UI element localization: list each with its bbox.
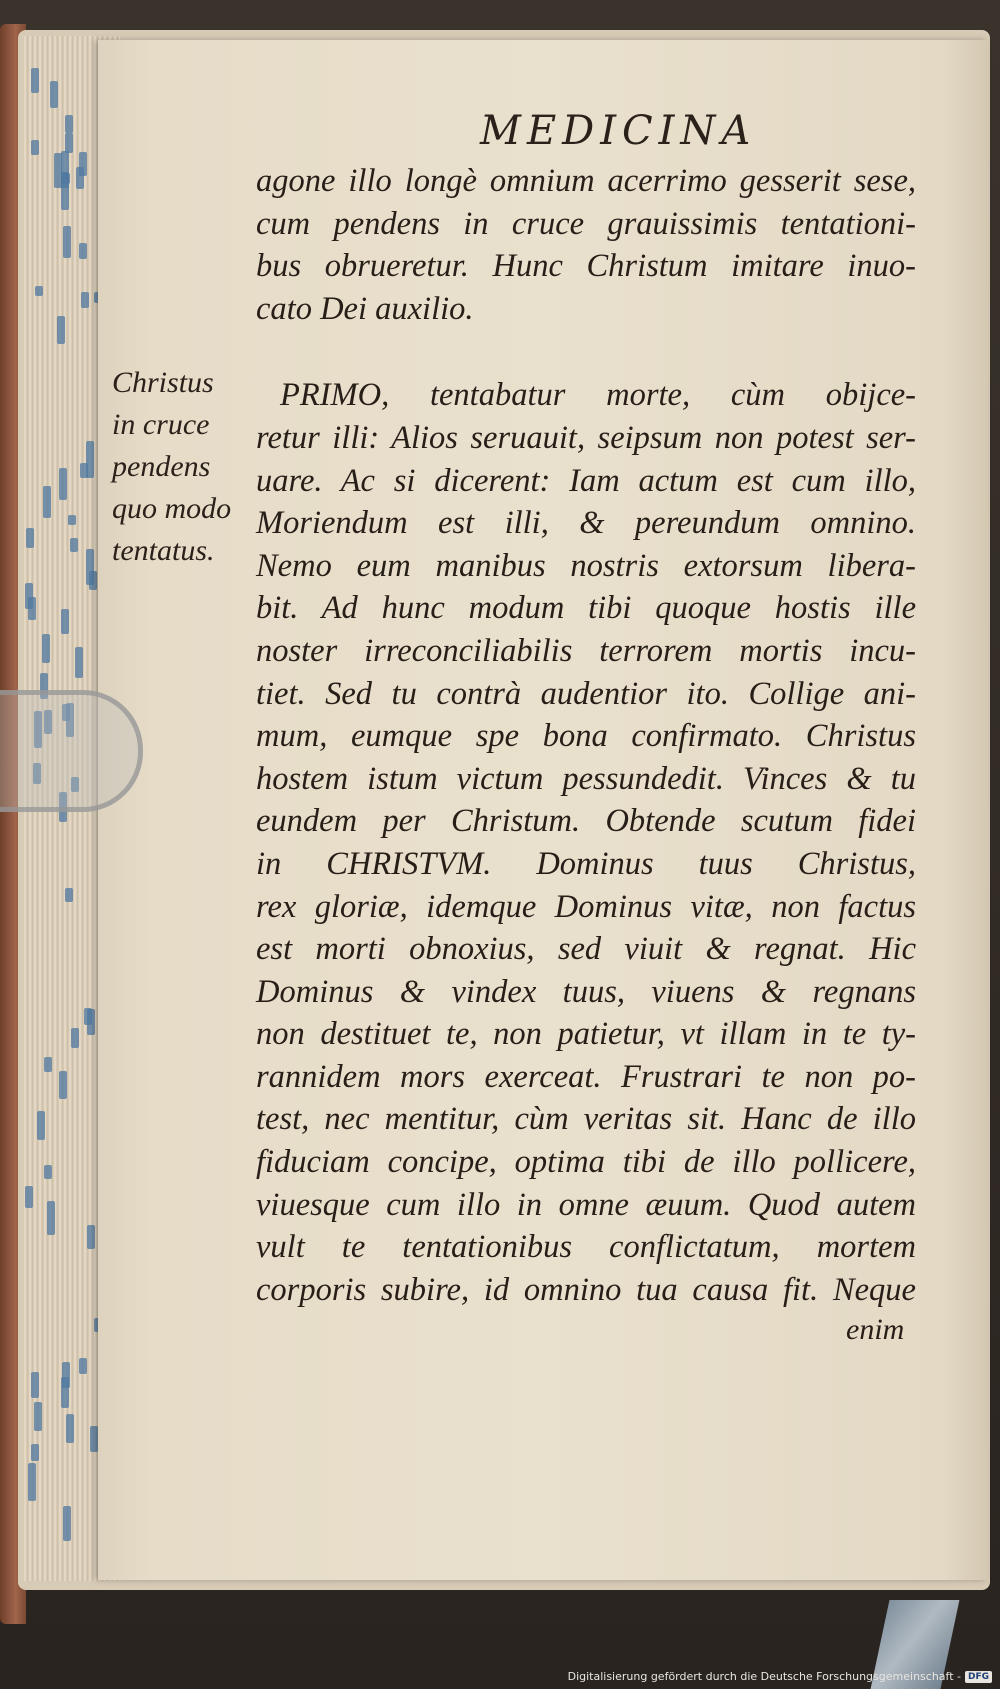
marbling-speck <box>59 468 67 500</box>
marbling-speck <box>66 1414 74 1443</box>
text-line: viuesque cum illo in omne æuum. Quod autem <box>256 1186 916 1223</box>
marbling-speck <box>26 528 34 548</box>
marbling-speck <box>31 68 39 93</box>
marbling-speck <box>86 441 94 478</box>
text-line: noster irreconciliabilis terrorem mortis incu- <box>256 632 916 669</box>
marbling-speck <box>25 1186 33 1209</box>
marbling-speck <box>86 549 94 585</box>
text-line: tiet. Sed tu contrà audentior ito. Collige ani- <box>256 675 916 712</box>
marbling-speck <box>37 1111 45 1141</box>
page-clip <box>0 690 143 812</box>
marbling-speck <box>59 1071 67 1099</box>
marbling-speck <box>28 597 36 620</box>
text-line: test, nec mentitur, cùm veritas sit. Hanc de illo <box>256 1101 916 1138</box>
text-line: fiduciam concipe, optima tibi de illo pollicere, <box>256 1144 916 1181</box>
paragraph-gap <box>256 330 916 374</box>
marbling-speck <box>79 243 87 259</box>
text-line: est morti obnoxius, sed viuit & regnat. Hic <box>256 931 916 968</box>
marbling-speck <box>44 1057 52 1071</box>
marbling-speck <box>42 634 50 663</box>
marginal-note <box>112 362 252 572</box>
marginal-note-line: quo modo <box>112 492 232 525</box>
marbling-speck <box>84 1008 92 1026</box>
text-line: PRIMO, tentabatur morte, cùm obijce- <box>280 377 916 414</box>
marbling-speck <box>44 1165 52 1179</box>
running-head: MEDICINA <box>480 108 757 154</box>
marbling-speck <box>79 1358 87 1374</box>
marbling-speck <box>43 486 51 518</box>
marginal-note-line: Christus <box>112 366 214 399</box>
marbling-speck <box>87 1225 95 1249</box>
marbling-speck <box>31 1372 39 1399</box>
digitization-credit <box>568 1670 992 1683</box>
marbling-speck <box>31 1444 39 1461</box>
marbling-speck <box>65 888 73 901</box>
marginal-note-line: in cruce <box>112 408 210 441</box>
marbling-speck <box>70 538 78 552</box>
marbling-speck <box>61 151 69 188</box>
marbling-speck <box>47 1201 55 1235</box>
text-line: eundem per Christum. Obtende scutum fidei <box>256 803 916 840</box>
text-line: Dominus & vindex tuus, viuens & regnans <box>256 973 916 1010</box>
marginal-note-line: tentatus. <box>112 534 215 567</box>
text-line: corporis subire, id omnino tua causa fit. Neque <box>256 1271 916 1308</box>
marginal-note-line: pendens <box>112 450 211 483</box>
marbling-speck <box>61 1377 69 1407</box>
text-line: vult te tentationibus conflictatum, mortem <box>256 1229 916 1266</box>
marbling-speck <box>31 140 39 155</box>
marbling-speck <box>81 292 89 308</box>
text-line: uare. Ac si dicerent: Iam actum est cum illo, <box>256 462 916 499</box>
text-line: bit. Ad hunc modum tibi quoque hostis ille <box>256 590 916 627</box>
text-line: in CHRISTVM. Dominus tuus Christus, <box>256 845 916 882</box>
text-line: retur illi: Alios seruauit, seipsum non potest ser- <box>256 419 916 456</box>
marbling-speck <box>68 515 76 526</box>
text-line: cum pendens in cruce grauissimis tentationi- <box>256 205 916 242</box>
marbling-speck <box>75 647 83 678</box>
text-line: bus obrueretur. Hunc Christum imitare inuo- <box>256 248 916 285</box>
text-line: agone illo longè omnium acerrimo gesserit sese, <box>256 163 916 199</box>
body-text <box>256 160 916 1311</box>
text-line: Nemo eum manibus nostris extorsum libera- <box>256 547 916 584</box>
catchword: enim <box>846 1313 905 1346</box>
text-line: cato Dei auxilio. <box>256 290 474 327</box>
marbling-speck <box>57 316 65 344</box>
text-line: hostem istum victum pessundedit. Vinces & tu <box>256 760 916 797</box>
credit-text: Digitalisierung gefördert durch die Deutsche Forschungsgemeinschaft - <box>567 1670 961 1683</box>
dfg-logo: DFG <box>965 1671 992 1683</box>
text-line: Moriendum est illi, & pereundum omnino. <box>256 505 916 542</box>
marbling-speck <box>35 286 43 296</box>
marbling-speck <box>65 115 73 133</box>
text-line: mum, eumque spe bona confirmato. Christus <box>256 718 916 755</box>
text-line: rannidem mors exerceat. Frustrari te non po- <box>256 1058 916 1095</box>
marbling-speck <box>71 1028 79 1049</box>
marbling-speck <box>34 1402 42 1431</box>
text-line: non destituet te, non patietur, vt illam in te ty- <box>256 1016 916 1053</box>
marbling-speck <box>63 226 71 258</box>
marbling-speck <box>63 1506 71 1541</box>
marbling-speck <box>61 609 69 634</box>
marbling-speck <box>76 167 84 188</box>
marbling-speck <box>50 81 58 108</box>
marbling-speck <box>28 1463 36 1500</box>
text-line: rex gloriæ, idemque Dominus vitæ, non factus <box>256 888 916 925</box>
marbling-speck <box>90 1426 98 1451</box>
